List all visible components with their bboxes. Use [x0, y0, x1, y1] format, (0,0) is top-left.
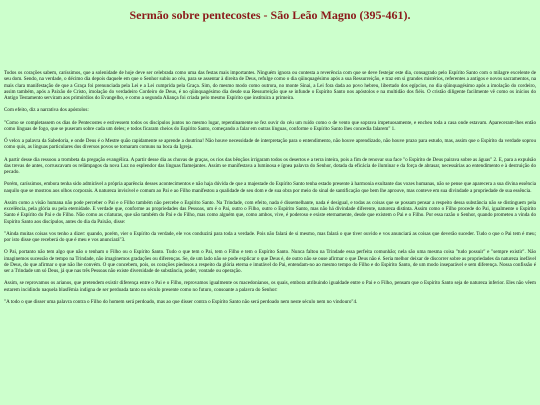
paragraph: Todos os corações sabem, caríssimos, que a solenidade de hoje deve ser celebrada como uma das festas mais importantes. Ninguém ignora ou contesta a reverência com que se deve festejar este dia, consagrado pelo Espírito Santo com o milagre excelente de seu dom. Sendo, na verdade, o décimo dia depois daquele em que o Senhor subiu ao céu, para se assentar à direita de Deus, refulge como o dia qüinquagésimo após a sua Ressurreição, e traz em si grandes mistérios, referentes a antigos e novos sacramentos, na mais clara manifestação de que a Graça foi prenunciada pela Lei e a Lei cumprida pela Graça. Sim, do mesmo modo como outrora, no monte Sinai, a Lei fora dada ao povo hebreu, libertado dos egípcios, no dia qüinquagésimo após a imolação do cordeiro, assim também, após a Paixão de Cristo, imolação do verdadeiro Cordeiro de Deus, é no qüinquagésimo dia desde sua Ressurreição que se infunde o Espírito Santo nos apóstolos e na multidão dos fiéis. O cristão diligente facilmente vê como os inícios do Antigo Testamento serviram aos primórdios do Evangelho, e como a segunda Aliança foi criada pelo mesmo Espírito que instituira a primeira.: [4, 70, 536, 101]
paragraph: Assim, se reprovamos os arianos, que pretendem existir diferença entre o Pai e o Filho, reprovamos igualmente os macedonianos, os quais, embora atribuindo igualdade entre o Pai e o Filho, pensam que o Espírito Santo seja de natureza inferior. Eles não vêem estarem incidindo naquela blasfêmia indigna de ser perdoada tanto no século presente como no futuro, consoante a palavra do Senhor:: [4, 280, 536, 293]
paragraph: Ó velox a palavra da Sabedoria, e onde Deus é o Mestre quão rapidamente se aprende a doutrina! Não houve necessidade de interpretação para o entendimento, não houve aprendizado, não houve prazo para estudo, mas, assim que o Espírito da verdade soprou como quis, as línguas particulares dos diversos povos se tornaram comuns na boca da Igreja.: [4, 138, 536, 151]
paragraph: "Como se completassem os dias de Pentecostes e estivessem todos os discípulos juntos no mesmo lugar, repentinamente se fez ouvir do céu um ruído como o de vento que soprava impetuosamente, e encheu toda a casa onde estavam. Apareceram-lhes então como línguas de fogo, que se puseram sobre cada um deles; e todos ficaram cheios do Espírito Santo, começando a falar em outras línguas, conforme o Espírito Santo lhes concedia falarem" 1.: [4, 119, 536, 132]
paragraph: A partir desse dia ressoou a trombeta da pregação evangélica. A partir desse dia as chuvas de graças, os rios das bênçãos irrigaram todos os desertos e a terra inteira, pois a fim de renovar sua face "o Espírito de Deus pairava sobre as águas" 2. E, para a expulsão das trevas de antes, corruscavam os relâmpagos da nova Luz no esplendor das línguas flamejantes. Assim se manifestava a luminosa e ígnea palavra do Senhor, dotada da eficácia de iluminar e da força de abrasar, necessárias ao entendimento e à destruição do pecado.: [4, 156, 536, 175]
paragraph: "A todo o que disser uma palavra contra o Filho do homem será perdoado, mas ao que disser contra o Espírito Santo não será perdoado nem neste século nem no vindouro"4.: [4, 298, 358, 305]
page-title: Sermão sobre pentecostes - São Leão Magno (395-461).: [129, 8, 411, 22]
paragraph: "Ainda muitas coisas vos tenho a dizer: quando, porém, vier o Espírito da verdade, ele vos conduzirá para toda a verdade. Pois não falará de si mesmo, mas falará o que tiver ouvido e vos anunciará as coisas que deverão suceder. Tudo o que o Pai tem é meu; por isto disse que receberá do que é meu e vos anunciará"3.: [4, 230, 536, 243]
sermon-body: [4, 70, 536, 305]
paragraph: Porém, caríssimos, embora tenha sido admirável a própria aparência desses acontecimentos e não haja dúvida de que a majestade do Espírito Santo tenha estado presente à harmonia exultante das vozes humanas, não se pense que aparecera a sua divina essência naquilo que se mostrou aos olhos corporais. A natureza invisível e comum ao Pai e ao Filho manifestou a qualidade de seu dom e de sua obra por meio do sinal de santificação que bem lhe aprouve, mas conteve em sua divindade a propriedade de sua essência.: [4, 181, 536, 194]
paragraph: Assim como a visão humana não pode perceber o Pai e o Filho também não percebe o Espírito Santo. Na Trindade, com efeito, nada é dissemelhante, nada é desigual, e todas as coisas que se possam pensar a respeito dessa substância não se distinguem pela excelência, pela glória ou pela eternidade. E verdade que, conforme as propriedades das Pessoas, um é o Pai, outro o Filho, outro o Espírito Santo, mas não há divindade diferente, natureza distinta. Assim como o Filho procede do Pai, igualmente o Espírito Santo é Espírito do Pai e do Filho. Não como as criaturas, que são também do Pai e do Filho, mas como alguém que, como ambos, vive, é poderoso e existe eternamente, desde que existem o Pai e o Filho. Por essa razão o Senhor, quando prometeu a vinda do Espírito Santo aos discípulos, antes do dia da Paixão, disse:: [4, 199, 536, 225]
paragraph: O Pai, portanto não tem algo que não o tenham o Filho ou o Espírito Santo. Tudo o que tem o Pai, tem o Filho e tem o Espírito Santo. Nunca faltou na Trindade essa perfeita comunhão; nela são uma mesma coisa "tudo possuir" e "sempre existir". Não imaginemos sucessão de tempo na Trindade, não imaginemos gradações ou diferenças. Se, de um lado não se pode explicar o que Deus é, de outro não se ouse afirmar o que Deus não é. Seria melhor deixar de discorrer sobre as propriedades da natureza inefável de Deus, do que afirmar o que não lhe convém. O que concebem, pois, os corações piedosos a respeito da glória eterna e imutável do Pai, entendam-no ao mesmo tempo do Filho e do Espírito Santo, de um modo inseparável e sem diferença. Nossa confissão é ser a Trindade um só Deus, já que nas três Pessoas não existe diversidade de substância, poder, vontade ou operação.: [4, 249, 536, 274]
paragraph: Com efeito, diz a narrativa dos apóstolos:: [4, 107, 89, 114]
